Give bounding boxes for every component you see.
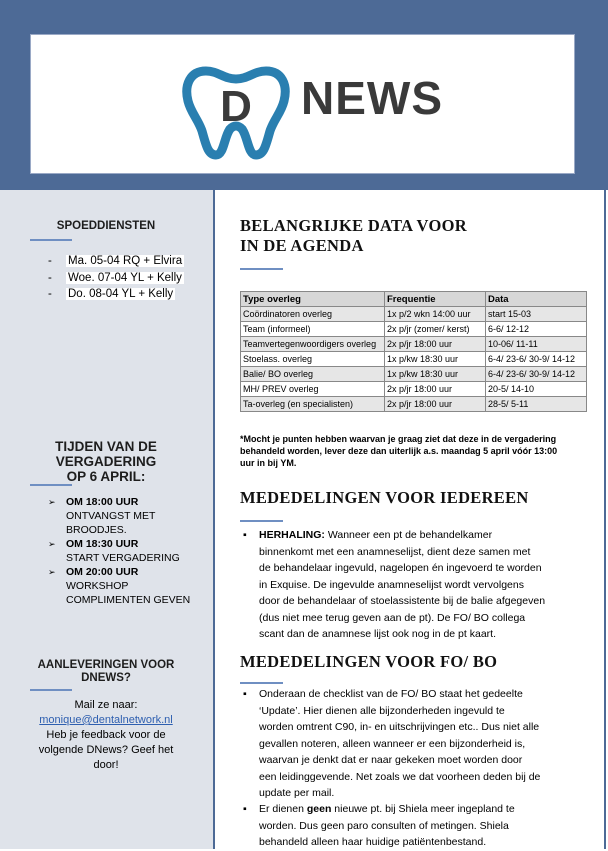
table-row: Team (informeel) 2x p/jr (zomer/ kerst) 6-6/ 12-12 (241, 322, 587, 337)
spoeddiensten-list (48, 253, 184, 303)
list-item: ➢ OM 18:00 UUR ONTVANGST MET BROODJES. (48, 496, 156, 536)
list-item: - Ma. 05-04 RQ + Elvira (48, 255, 183, 267)
iedereen-rule (240, 520, 283, 522)
fobo-bullet-1: ▪ Onderaan de checklist van de FO/ BO staat het gedeelte ‘Update’. Hier dienen alle bijzonderheden ingevuld te worden omtrent C90, in- en uitschrijvingen etc.. Dus niet alle gevallen noteren, alleen wanneer er een bijzonderheid is, waarvan je denkt dat er naar gekeken moet worden door een leidinggevende. Net zoals we dat voorheen deden bij de update per mail. (243, 688, 541, 799)
iedereen-bullet: ▪ HERHALING: Wanneer een pt de behandelkamer binnenkomt met een anamneselijst, dient deze samen met de behandelaar ingevuld, nagelopen én ingevoerd te worden in Exquise. De ingevulde anamneselijst wordt vervolgens door de behandelaar of stoelassistente bij de balie afgegeven (dus niet mee terug geven aan de pt). De FO/ BO collega scant dan de anamnese lijst ook nog in de pt kaart. (243, 529, 546, 640)
list-item: ➢ OM 20:00 UUR WORKSHOP COMPLIMENTEN GEVEN (48, 566, 191, 606)
agenda-table (240, 291, 587, 412)
agenda-rule (240, 268, 283, 270)
aanleveringen-title: AANLEVERINGEN VOOR DNEWS? (37, 659, 175, 684)
column-divider (213, 190, 215, 849)
tijden-title: TIJDEN VAN DE VERGADERING OP 6 APRIL: (55, 439, 157, 484)
email-link[interactable]: monique@dentalnetwork.nl (39, 714, 173, 726)
logo-wordmark: NEWS (301, 72, 443, 124)
fobo-rule (240, 682, 283, 684)
spoeddiensten-title: SPOEDDIENSTEN (56, 220, 156, 232)
agenda-note: *Mocht je punten hebben waarvan je graag ziet dat deze in de vergadering behandeld worden, lever deze dan uiterlijk a.s. maandag 5 april vóór 13:00 uur in bij YM. (240, 434, 558, 468)
masthead (0, 0, 608, 190)
column-header: Frequentie (385, 292, 486, 307)
square-bullet-icon: ▪ (243, 803, 247, 815)
list-item: ➢ OM 18:30 UUR START VERGADERING (48, 538, 180, 564)
table-row: Coördinatoren overleg 1x p/2 wkn 14:00 uur start 15-03 (241, 307, 587, 322)
fobo-heading: MEDEDELINGEN VOOR FO/ BO (240, 652, 498, 671)
column-header: Type overleg (241, 292, 385, 307)
table-row: Balie/ BO overleg 1x p/kw 18:30 uur 6-4/ 23-6/ 30-9/ 14-12 (241, 367, 587, 382)
square-bullet-icon: ▪ (243, 529, 247, 541)
right-border (604, 190, 606, 849)
arrow-bullet-icon: ➢ (48, 539, 56, 549)
fobo-bullet-2: ▪ Er dienen geen nieuwe pt. bij Shiela meer ingepland te worden. Dus geen paro consulten of metingen. Shiela behandeld alleen haar huidige patiëntenbestand. (243, 803, 515, 848)
table-row: Ta-overleg (en specialisten) 2x p/jr 18:00 uur 28-5/ 5-11 (241, 397, 587, 412)
logo-letter: D (220, 82, 252, 131)
mail-block (6, 698, 206, 773)
list-item: - Do. 08-04 YL + Kelly (48, 288, 174, 300)
square-bullet-icon: ▪ (243, 688, 247, 700)
table-row: Stoelass. overleg 1x p/kw 18:30 uur 6-4/ 23-6/ 30-9/ 14-12 (241, 352, 587, 367)
agenda-heading: BELANGRIJKE DATA VOOR IN DE AGENDA (240, 216, 467, 255)
arrow-bullet-icon: ➢ (48, 497, 56, 507)
tooth-logo-icon (176, 51, 306, 161)
tijden-rule (30, 484, 72, 486)
feedback-line: volgende DNews? Geef het (38, 744, 174, 756)
tijden-list (48, 495, 213, 607)
aanleveringen-rule (30, 689, 72, 691)
column-header: Data (486, 292, 587, 307)
spoeddiensten-rule (30, 239, 72, 241)
feedback-line: Heb je feedback voor de (46, 729, 166, 741)
arrow-bullet-icon: ➢ (48, 567, 56, 577)
table-row: Teamvertegenwoordigers overleg 2x p/jr 18:00 uur 10-06/ 11-11 (241, 337, 587, 352)
masthead-box (30, 34, 575, 174)
feedback-line: door! (93, 759, 119, 771)
list-item: - Woe. 07-04 YL + Kelly (48, 271, 182, 284)
table-row: MH/ PREV overleg 2x p/jr 18:00 uur 20-5/ 14-10 (241, 382, 587, 397)
table-header-row (241, 292, 587, 307)
mail-label: Mail ze naar: (74, 699, 138, 711)
iedereen-heading: MEDEDELINGEN VOOR IEDEREEN (240, 488, 529, 507)
